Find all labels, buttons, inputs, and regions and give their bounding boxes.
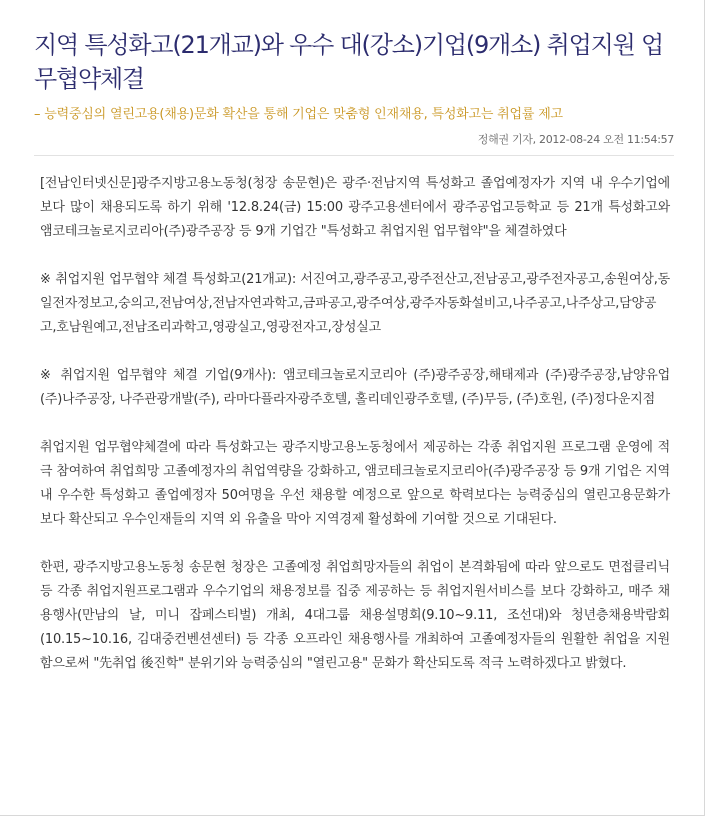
article-body xyxy=(34,172,674,676)
article xyxy=(34,28,674,700)
paragraph-schools: ※ 취업지원 업무협약 체결 특성화고(21개교): 서진여고,광주공고,광주전산고,전남공고,광주전자공고,송원여상,동일전자정보고,숭의고,전남여상,전남자연과학고,금파공고,광주여상,광주자동화설비고,나주공고,나주상고,담양공고,호남원예고,전남조리과학고,영광실고,영광전자고,장성실고 xyxy=(40,272,670,335)
paragraph-companies: ※ 취업지원 업무협약 체결 기업(9개사): 앰코테크놀로지코리아 (주)광주공장,해태제과 (주)광주공장,남양유업 (주)나주공장, 나주관광개발(주), 라마다플라자광주호텔, 홀리데인광주호텔, (주)무등, (주)호원, (주)정다운지점 xyxy=(40,368,670,407)
article-title: 지역 특성화고(21개교)와 우수 대(강소)기업(9개소) 취업지원 업무협약체결 xyxy=(34,31,663,93)
article-subtitle: – 능력중심의 열린고용(채용)문화 확산을 통해 기업은 맞춤형 인재채용, 특성화고는 취업률 제고 xyxy=(34,107,563,122)
paragraph-intro: [전남인터넷신문]광주지방고용노동청(청장 송문현)은 광주·전남지역 특성화고 졸업예정자가 지역 내 우수기업에 보다 많이 채용되도록 하기 위해 '12.8.24(금) 15:00 광주고용센터에서 광주공업고등학교 등 21개 특성화고와 앰코테크놀로지코리아(주)광주공장 등 9개 기업간 "특성화고 취업지원 업무협약"을 체결하였다 xyxy=(40,176,670,239)
paragraph-effects: 취업지원 업무협약체결에 따라 특성화고는 광주지방고용노동청에서 제공하는 각종 취업지원 프로그램 운영에 적극 참여하여 취업희망 고졸예정자의 취업역량을 강화하고, 앰코테크놀로지코리아(주)광주공장 등 9개 기업은 지역 내 우수한 특성화고 졸업예정자 50여명을 우선 채용할 예정으로 앞으로 학력보다는 능력중심의 열린고용문화가 보다 확산되고 우수인재들의 지역 외 유출을 막아 지역경제 활성화에 기여할 것으로 기대된다. xyxy=(40,440,670,527)
article-byline: 정해권 기자, 2012-08-24 오전 11:54:57 xyxy=(477,133,674,146)
divider xyxy=(34,155,674,156)
paragraph-closing: 한편, 광주지방고용노동청 송문현 청장은 고졸예정 취업희망자들의 취업이 본격화됨에 따라 앞으로도 면접클리닉 등 각종 취업지원프로그램과 우수기업의 채용정보를 집중 제공하는 등 취업지원서비스를 보다 강화하고, 매주 채용행사(만남의 날, 미니 잡페스티벌) 개최, 4대그룹 채용설명회(9.10~9.11, 조선대)와 청년층채용박람회(10.15~10.16, 김대중컨벤션센터) 등 각종 오프라인 채용행사를 개최하여 고졸예정자들의 원활한 취업을 지원함으로써 "先취업 後진학" 분위기와 능력중심의 "열린고용" 문화가 확산되도록 적극 노력하겠다고 밝혔다. xyxy=(40,560,670,671)
